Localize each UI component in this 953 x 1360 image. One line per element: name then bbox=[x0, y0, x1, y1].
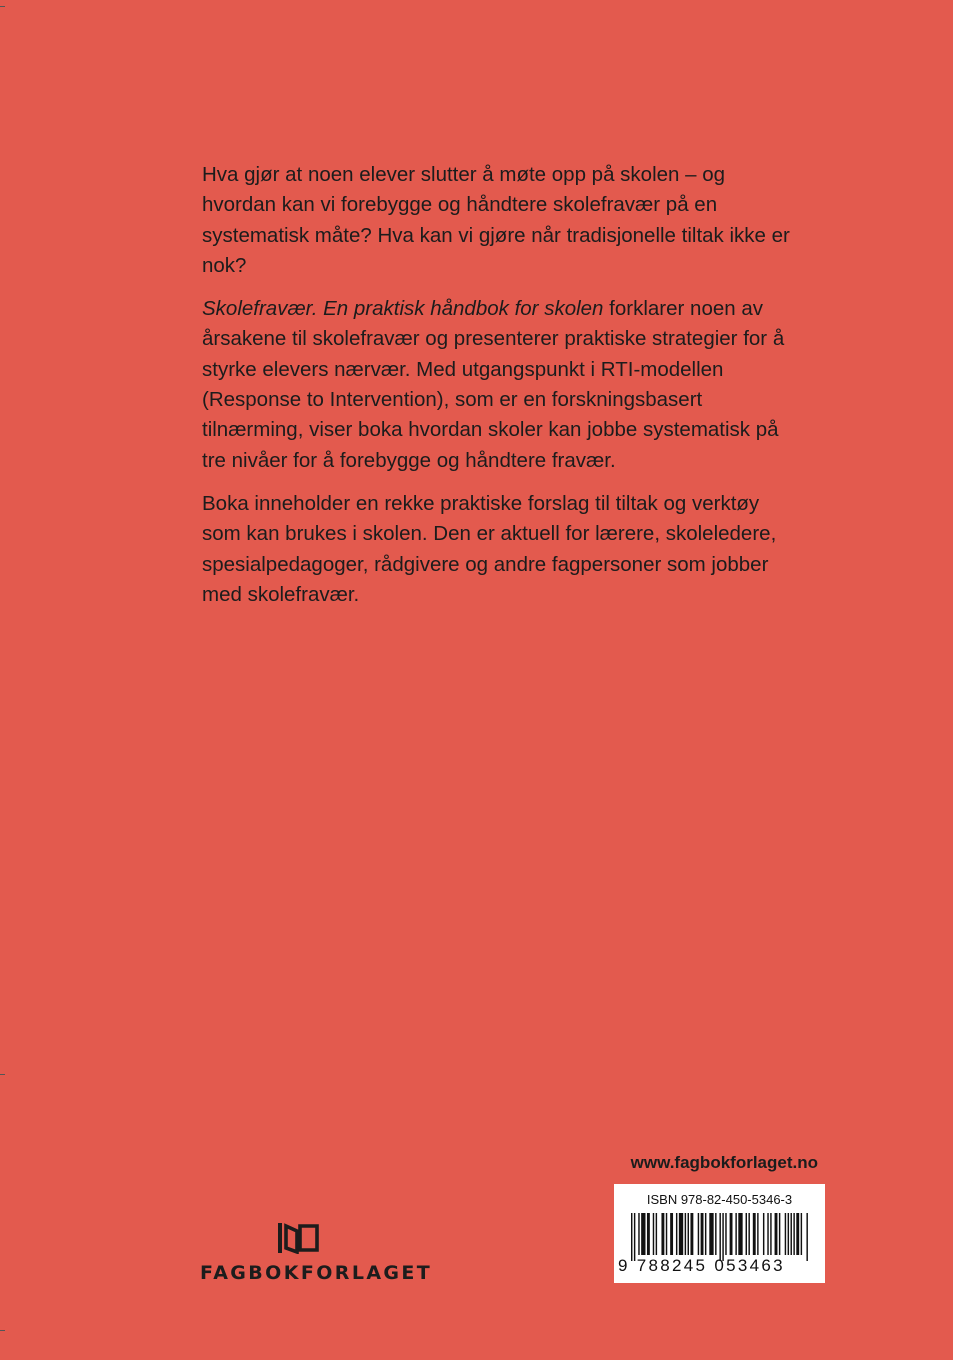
barcode-bar bbox=[793, 1213, 794, 1255]
barcode-bar bbox=[715, 1213, 716, 1255]
isbn-barcode bbox=[614, 1184, 825, 1283]
barcode-digits: 9 788245 053463 bbox=[618, 1256, 785, 1275]
blurb-paragraph: Boka inneholder en rekke praktiske forslag til tiltak og verktøy som kan brukes i skolen. Den er aktuell for lærere, skoleledere, spesialpedagoger, rådgivere og andre fagpersoner som jobber med skolefravær. bbox=[202, 491, 777, 606]
barcode-bar bbox=[730, 1213, 733, 1255]
barcode-bar bbox=[698, 1213, 699, 1255]
barcode-bar bbox=[788, 1213, 789, 1255]
publisher-url: www.fagbokforlaget.no bbox=[630, 1153, 818, 1172]
barcode-bar bbox=[785, 1213, 786, 1255]
barcode-bar bbox=[676, 1213, 677, 1255]
barcode-bar bbox=[722, 1213, 723, 1261]
barcode-bar bbox=[638, 1213, 639, 1255]
barcode-bar bbox=[763, 1213, 764, 1255]
barcode-bar bbox=[806, 1213, 807, 1261]
barcode-bar bbox=[688, 1213, 689, 1255]
barcode-bar bbox=[634, 1213, 635, 1261]
barcode-bar bbox=[735, 1213, 736, 1255]
barcode-bar bbox=[653, 1213, 654, 1255]
barcode-bar bbox=[748, 1213, 749, 1255]
barcode-bar bbox=[746, 1213, 747, 1255]
barcode-bar bbox=[791, 1213, 792, 1255]
blurb-text: forklarer noen av årsakene til skolefravær og presenterer praktiske strategier for å styrke elevers nærvær. Med utgangspunkt i RTI-modellen (Response to Intervention), som er en forskningsbasert tilnærming, viser boka hvordan skoler kan jobbe systematisk på tre nivåer for å forebygge og håndtere fravær. bbox=[202, 297, 785, 472]
barcode-bar bbox=[753, 1213, 756, 1255]
barcode-bars bbox=[631, 1213, 811, 1261]
blurb-paragraph bbox=[202, 294, 802, 476]
barcode-bar bbox=[631, 1213, 632, 1261]
barcode-bar bbox=[647, 1213, 650, 1255]
crop-mark bbox=[0, 1330, 5, 1331]
barcode-bar bbox=[738, 1213, 742, 1255]
barcode-bar bbox=[767, 1213, 768, 1255]
barcode-bar bbox=[770, 1213, 771, 1255]
publisher-name: FAGBOKFORLAGET bbox=[200, 1262, 433, 1284]
barcode-bar bbox=[725, 1213, 726, 1255]
barcode-bar bbox=[666, 1213, 667, 1255]
isbn-label: ISBN 978-82-450-5346-3 bbox=[646, 1192, 793, 1207]
crop-mark bbox=[0, 6, 5, 7]
barcode-bar bbox=[641, 1213, 645, 1255]
barcode-bar bbox=[656, 1213, 657, 1255]
barcode-bar bbox=[801, 1213, 802, 1255]
barcode-bar bbox=[719, 1213, 720, 1261]
back-cover-blurb bbox=[202, 160, 802, 623]
book-icon bbox=[277, 1222, 319, 1254]
barcode-bar bbox=[661, 1213, 664, 1255]
blurb-paragraph: Hva gjør at noen elever slutter å møte opp på skolen – og hvordan kan vi forebygge og håndtere skolefravær på en systematisk måte? Hva kan vi gjøre når tradisjonelle tiltak ikke er nok? bbox=[202, 163, 790, 277]
barcode-bar bbox=[701, 1213, 704, 1255]
barcode-bar bbox=[670, 1213, 673, 1255]
barcode-bar bbox=[685, 1213, 686, 1255]
barcode-bar bbox=[709, 1213, 713, 1255]
barcode-bar bbox=[757, 1213, 758, 1255]
barcode-bar bbox=[705, 1213, 706, 1255]
barcode-bar bbox=[690, 1213, 693, 1255]
book-title: Skolefravær. En praktisk håndbok for skolen bbox=[202, 297, 604, 321]
barcode-bar bbox=[775, 1213, 778, 1255]
barcode-bar bbox=[679, 1213, 683, 1255]
crop-mark bbox=[0, 1074, 5, 1075]
barcode-bar bbox=[796, 1213, 799, 1255]
barcode-bar bbox=[779, 1213, 780, 1255]
